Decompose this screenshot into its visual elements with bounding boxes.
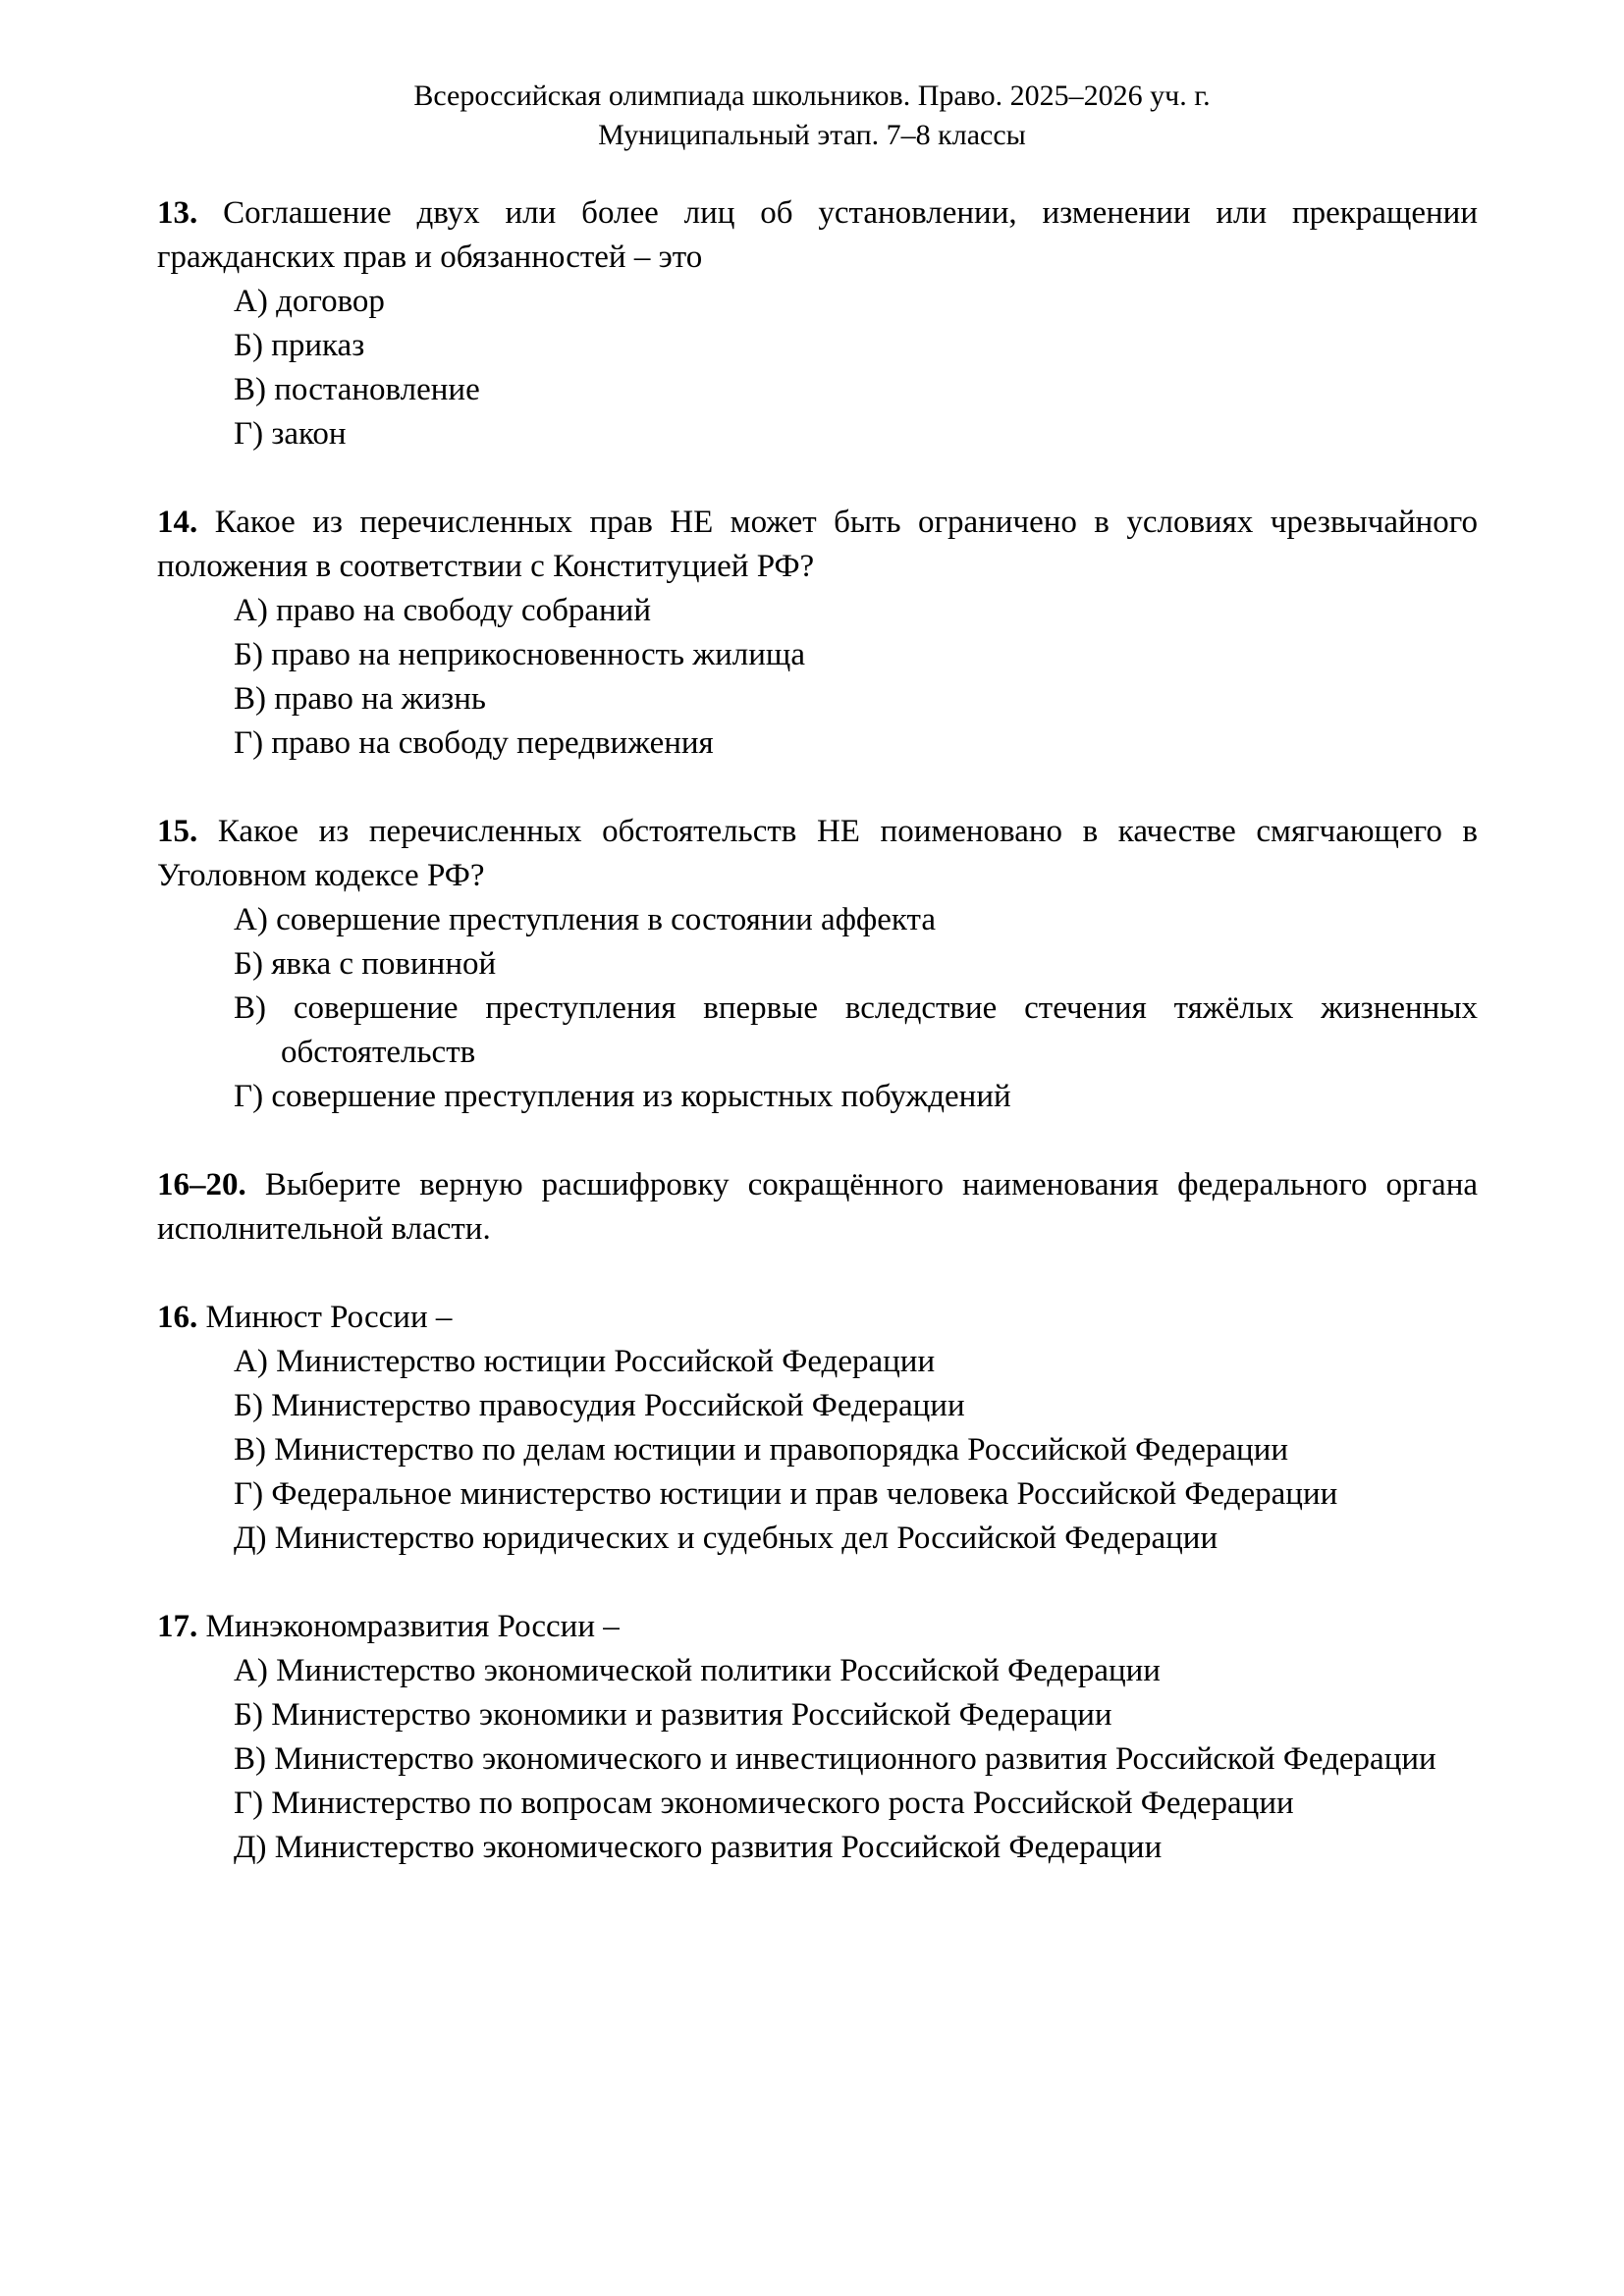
question-number: 15. [157,814,198,849]
answer-option: Б) Министерство правосудия Российской Федерации [234,1388,965,1423]
question-stem [157,1605,1478,1649]
answer-option: Г) право на свободу передвижения [234,725,714,761]
question-number: 14. [157,505,198,540]
question-stem [157,810,1478,898]
question-text: Минюст России – [205,1300,453,1335]
question-text: Минэкономразвития России – [205,1609,620,1644]
answer-option: В) совершение преступления впервые вследствие стечения тяжёлых жизненных обстоятельств [234,990,1478,1070]
answer-option: Д) Министерство юридических и судебных дел Российской Федерации [234,1521,1218,1556]
answer-option: А) Министерство экономической политики Российской Федерации [234,1653,1161,1688]
answer-option: Г) закон [234,416,347,452]
answer-option: В) право на жизнь [234,681,486,717]
question-number: 16–20. [157,1167,246,1202]
answer-option: А) Министерство юстиции Российской Федерации [234,1344,936,1379]
question-number: 13. [157,195,198,231]
header-stage: Муниципальный этап. 7–8 классы [598,119,1026,151]
answer-option: В) Министерство по делам юстиции и правопорядка Российской Федерации [234,1432,1289,1468]
question-text: Выберите верную расшифровку сокращённого наименования федерального органа исполнительной власти. [157,1167,1479,1247]
answer-option: В) Министерство экономического и инвестиционного развития Российской Федерации [234,1741,1436,1777]
question-stem [157,1296,1478,1340]
answer-option: Б) явка с повинной [234,946,497,982]
question-text: Соглашение двух или более лиц об установлении, изменении или прекращении гражданских прав и обязанностей – это [157,195,1478,275]
question-14 [157,501,1478,766]
answer-option: Г) Федеральное министерство юстиции и прав человека Российской Федерации [234,1476,1338,1512]
question-stem [157,501,1478,589]
answer-option: А) договор [234,284,385,319]
header-olympiad-title: Всероссийская олимпиада школьников. Право. 2025–2026 уч. г. [413,80,1211,112]
answer-option: Б) Министерство экономики и развития Российской Федерации [234,1697,1112,1733]
question-number: 16. [157,1300,198,1335]
question-text: Какое из перечисленных обстоятельств НЕ поименовано в качестве смягчающего в Уголовном кодексе РФ? [157,814,1479,893]
question-number: 17. [157,1609,198,1644]
answer-option: Г) совершение преступления из корыстных побуждений [234,1079,1011,1114]
question-13 [157,191,1478,456]
question-text: Какое из перечисленных прав НЕ может быть ограничено в условиях чрезвычайного положения в соответствии с Конституцией РФ? [157,505,1479,584]
answer-option: А) совершение преступления в состоянии аффекта [234,902,936,937]
question-stem [157,191,1478,280]
section-instruction-16-20 [157,1163,1478,1252]
page-header [0,77,1624,155]
answer-option: В) постановление [234,372,480,407]
answer-option: Д) Министерство экономического развития Российской Федерации [234,1830,1163,1865]
answer-option: Б) право на неприкосновенность жилища [234,637,805,672]
question-stem [157,1163,1478,1252]
answer-option: Б) приказ [234,328,365,363]
question-17 [157,1605,1478,1870]
answer-option: Г) Министерство по вопросам экономического роста Российской Федерации [234,1786,1294,1821]
question-16 [157,1296,1478,1561]
question-15 [157,810,1478,1119]
answer-option: А) право на свободу собраний [234,593,651,628]
questions-list [157,191,1478,1914]
